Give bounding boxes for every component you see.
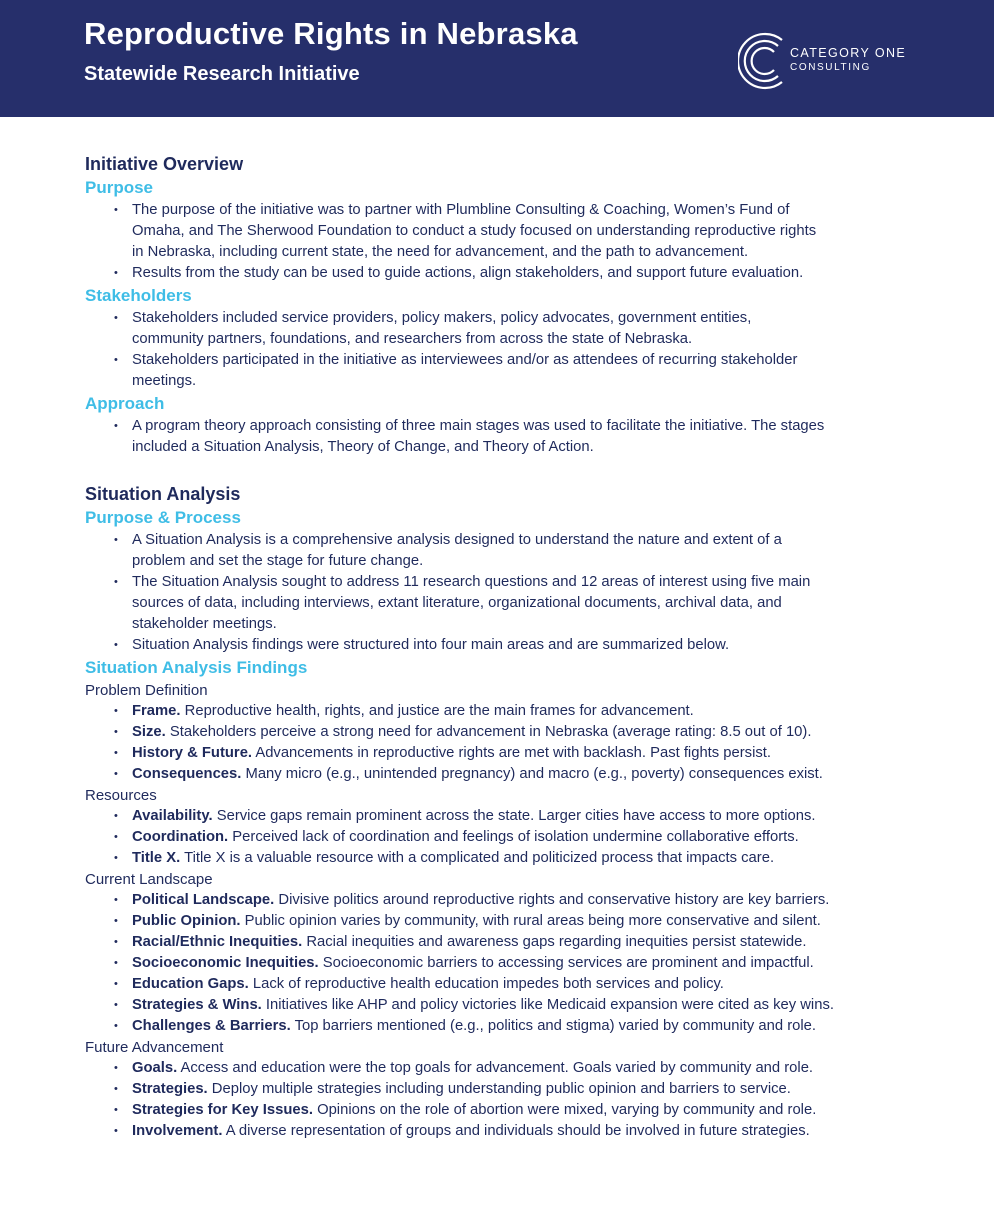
subsection-title-approach: Approach <box>85 394 165 413</box>
company-logo <box>738 30 908 92</box>
logo-rings-icon <box>738 30 790 92</box>
approach-list <box>85 416 915 458</box>
finding-challenges-barriers: • Challenges & Barriers. Top barriers mentioned (e.g., politics and stigma) varied by community and role. <box>85 1016 915 1037</box>
problem-definition-list <box>85 701 915 785</box>
group-title-problem-definition: Problem Definition <box>85 682 208 699</box>
finding-strategies-key-issues: • Strategies for Key Issues. Opinions on the role of abortion were mixed, varying by community and role. <box>85 1100 915 1121</box>
finding-size: • Size. Stakeholders perceive a strong need for advancement in Nebraska (average rating: 8.5 out of 10). <box>85 722 915 743</box>
section-title-overview: Initiative Overview <box>85 154 244 174</box>
logo-text-line2: CONSULTING <box>790 62 871 73</box>
finding-racial-ethnic-inequities: • Racial/Ethnic Inequities. Racial inequities and awareness gaps regarding inequities persist statewide. <box>85 932 915 953</box>
finding-goals: • Goals. Access and education were the top goals for advancement. Goals varied by community and role. <box>85 1058 915 1079</box>
list-item: • The purpose of the initiative was to partner with Plumbline Consulting & Coaching, Women’s Fund of Omaha, and The Sherwood Foundation to conduct a study focused on understanding reproductive rights in Nebraska, including current state, the need for advancement, and the path to advancement. <box>85 200 915 263</box>
list-item: • Stakeholders included service providers, policy makers, policy advocates, government entities, community partners, foundations, and researchers from across the state of Nebraska. <box>85 308 915 350</box>
page-header <box>0 0 994 117</box>
finding-strategies-wins: • Strategies & Wins. Initiatives like AHP and policy victories like Medicaid expansion were cited as key wins. <box>85 995 915 1016</box>
subsection-title-purpose-process: Purpose & Process <box>85 508 241 527</box>
section-title-situation-analysis: Situation Analysis <box>85 484 241 504</box>
finding-public-opinion: • Public Opinion. Public opinion varies by community, with rural areas being more conservative and silent. <box>85 911 915 932</box>
document-subtitle: Statewide Research Initiative <box>84 63 360 85</box>
list-item: • Stakeholders participated in the initiative as interviewees and/or as attendees of recurring stakeholder meetings. <box>85 350 915 392</box>
process-list <box>85 530 915 656</box>
logo-text-line1: CATEGORY ONE <box>790 46 907 60</box>
purpose-list <box>85 200 915 284</box>
document-body <box>85 152 915 1142</box>
list-item: • A program theory approach consisting of three main stages was used to facilitate the initiative. The stages included a Situation Analysis, Theory of Change, and Theory of Action. <box>85 416 915 458</box>
list-item: • The Situation Analysis sought to address 11 research questions and 12 areas of interest using five main sources of data, including interviews, extant literature, organizational documents, archival data, and stakeholder meetings. <box>85 572 915 635</box>
finding-socioeconomic-inequities: • Socioeconomic Inequities. Socioeconomic barriers to accessing services are prominent and impactful. <box>85 953 915 974</box>
finding-availability: • Availability. Service gaps remain prominent across the state. Larger cities have access to more options. <box>85 806 915 827</box>
finding-political-landscape: • Political Landscape. Divisive politics around reproductive rights and conservative history are key barriers. <box>85 890 915 911</box>
finding-history-future: • History & Future. Advancements in reproductive rights are met with backlash. Past fights persist. <box>85 743 915 764</box>
finding-involvement: • Involvement. A diverse representation of groups and individuals should be involved in future strategies. <box>85 1121 915 1142</box>
finding-frame: • Frame. Reproductive health, rights, and justice are the main frames for advancement. <box>85 701 915 722</box>
subsection-title-stakeholders: Stakeholders <box>85 286 192 305</box>
finding-coordination: • Coordination. Perceived lack of coordination and feelings of isolation undermine collaborative efforts. <box>85 827 915 848</box>
group-title-current-landscape: Current Landscape <box>85 871 213 888</box>
list-item: • Situation Analysis findings were structured into four main areas and are summarized below. <box>85 635 915 656</box>
finding-title-x: • Title X. Title X is a valuable resource with a complicated and politicized process that impacts care. <box>85 848 915 869</box>
finding-education-gaps: • Education Gaps. Lack of reproductive health education impedes both services and policy. <box>85 974 915 995</box>
current-landscape-list <box>85 890 915 1037</box>
finding-consequences: • Consequences. Many micro (e.g., unintended pregnancy) and macro (e.g., poverty) consequences exist. <box>85 764 915 785</box>
future-advancement-list <box>85 1058 915 1142</box>
document-title: Reproductive Rights in Nebraska <box>84 16 578 51</box>
group-title-future-advancement: Future Advancement <box>85 1039 224 1056</box>
list-item: • A Situation Analysis is a comprehensive analysis designed to understand the nature and extent of a problem and set the stage for future change. <box>85 530 915 572</box>
resources-list <box>85 806 915 869</box>
list-item: • Results from the study can be used to guide actions, align stakeholders, and support future evaluation. <box>85 263 915 284</box>
stakeholders-list <box>85 308 915 392</box>
finding-strategies: • Strategies. Deploy multiple strategies including understanding public opinion and barriers to service. <box>85 1079 915 1100</box>
subsection-title-purpose: Purpose <box>85 178 154 197</box>
subsection-title-findings: Situation Analysis Findings <box>85 658 308 677</box>
group-title-resources: Resources <box>85 787 157 804</box>
